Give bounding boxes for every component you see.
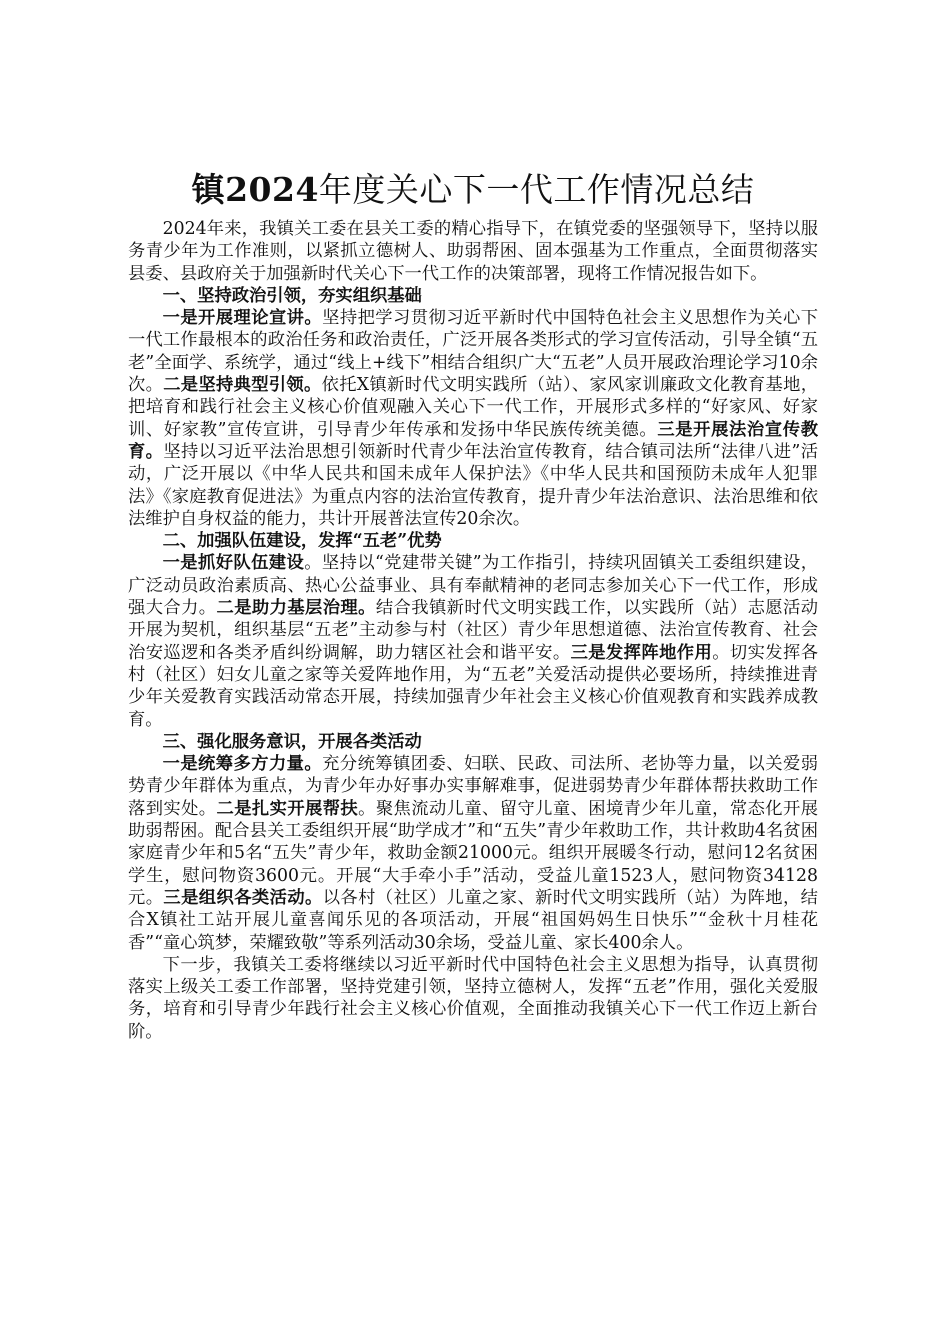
- section-1-paragraph: [128, 307, 818, 530]
- section-3-heading: 三、强化服务意识，开展各类活动: [162, 731, 422, 752]
- point-1-2-lead: 二是坚持典型引领。: [163, 375, 322, 396]
- point-3-2-lead: 二是扎实开展帮扶: [216, 798, 359, 819]
- point-2-2-text: 结合我镇新时代文明实践工作，以实践所（站）志愿活动开展为契机，组织基层“五老”主动参与村（社区）青少年思想道德、法治宣传教育、社会治安巡逻和各类矛盾纠纷调解，助力辖区社会和谐平安。: [128, 598, 818, 663]
- point-1-1-text: 坚持把学习贯彻习近平新时代中国特色社会主义思想作为关心下一代工作最根本的政治任务和政治责任，广泛开展各类形式的学习宣传活动，引导全镇“五老”全面学、系统学，通过“线上+线下”相结合组织广大“五老”人员开展政治理论学习10余次。: [128, 308, 818, 396]
- section-2-paragraph: [128, 552, 818, 730]
- point-1-3-lead: 三是开展法治宣传教育。: [128, 419, 818, 462]
- point-1-1-lead: 一是开展理论宣讲。: [162, 308, 323, 329]
- point-3-3-lead: 三是组织各类活动。: [163, 887, 323, 908]
- point-2-2-lead: 二是助力基层治理。: [216, 598, 376, 619]
- point-1-2-text: 依托X镇新时代文明实践所（站）、家风家训廉政文化教育基地，把培育和践行社会主义核心价值观融入关心下一代工作，开展形式多样的“好家风、好家训、好家教”宣传宣讲，引导青少年传承和发扬中华民族传统美德。: [128, 375, 818, 440]
- intro-paragraph: 2024年来，我镇关工委在县关工委的精心指导下，在镇党委的坚强领导下，坚持以服务青少年为工作准则，以紧抓立德树人、助弱帮困、固本强基为工作重点，全面贯彻落实县委、县政府关于加强新时代关心下一代工作的决策部署，现将工作情况报告如下。: [128, 219, 818, 284]
- point-1-3-text: 坚持以习近平法治思想引领新时代青少年法治宣传教育，结合镇司法所“法律八进”活动，广泛开展以《中华人民共和国未成年人保护法》《中华人民共和国预防未成年人犯罪法》《家庭教育促进法》为重点内容的法治宣传教育，提升青少年法治意识、法治思维和依法维护自身权益的能力，共计开展普法宣传20余次。: [128, 441, 818, 529]
- section-2-heading: 二、加强队伍建设，发挥“五老”优势: [162, 531, 442, 552]
- point-2-1-text: 。坚持以“党建带关键”为工作指引，持续巩固镇关工委组织建设，广泛动员政治素质高、热心公益事业、具有奉献精神的老同志参加关心下一代工作，形成强大合力。: [128, 553, 818, 619]
- point-2-1-lead: 一是抓好队伍建设: [162, 553, 305, 574]
- title-text: 年度关心下一代工作情况总结: [318, 170, 755, 209]
- title-year: 镇2024: [191, 170, 319, 209]
- point-3-2-text: 。聚焦流动儿童、留守儿童、困境青少年儿童，常态化开展助弱帮困。配合县关工委组织开展“助学成才”和“五失”青少年救助工作，共计救助4名贫困家庭青少年和5名“五失”青少年，救助金额21000元。组织开展暖冬行动，慰问12名贫困学生，慰问物资3600元。开展“大手牵小手”活动，受益儿童1523人，慰问物资34128元。: [128, 798, 818, 908]
- point-2-3-lead: 三是发挥阵地作用: [570, 642, 713, 663]
- section-1-heading: 一、坚持政治引领，夯实组织基础: [162, 285, 422, 306]
- point-3-3-text: 以各村（社区）儿童之家、新时代文明实践所（站）为阵地，结合X镇社工站开展儿童喜闻乐见的各项活动，开展“祖国妈妈生日快乐”“金秋十月桂花香”“童心筑梦，荣耀致敬”等系列活动30余场，受益儿童、家长400余人。: [128, 887, 818, 953]
- document-body: [128, 168, 818, 1043]
- point-3-1-lead: 一是统筹多方力量。: [162, 754, 323, 775]
- document-title: [128, 168, 818, 212]
- section-3-paragraph: [128, 753, 818, 954]
- closing-paragraph: 下一步，我镇关工委将继续以习近平新时代中国特色社会主义思想为指导，认真贯彻落实上级关工委工作部署，坚持党建引领，坚持立德树人，发挥“五老”作用，强化关爱服务，培育和引导青少年践行社会主义核心价值观，全面推动我镇关心下一代工作迈上新台阶。: [128, 954, 818, 1042]
- point-3-1-text: 充分统筹镇团委、妇联、民政、司法所、老协等力量，以关爱弱势青少年群体为重点，为青少年办好事办实事解难事，促进弱势青少年群体帮扶救助工作落到实处。: [128, 754, 818, 819]
- point-2-3-text: 。切实发挥各村（社区）妇女儿童之家等关爱阵地作用，为“五老”关爱活动提供必要场所，持续推进青少年关爱教育实践活动常态开展，持续加强青少年社会主义核心价值观教育和实践养成教育。: [128, 642, 818, 730]
